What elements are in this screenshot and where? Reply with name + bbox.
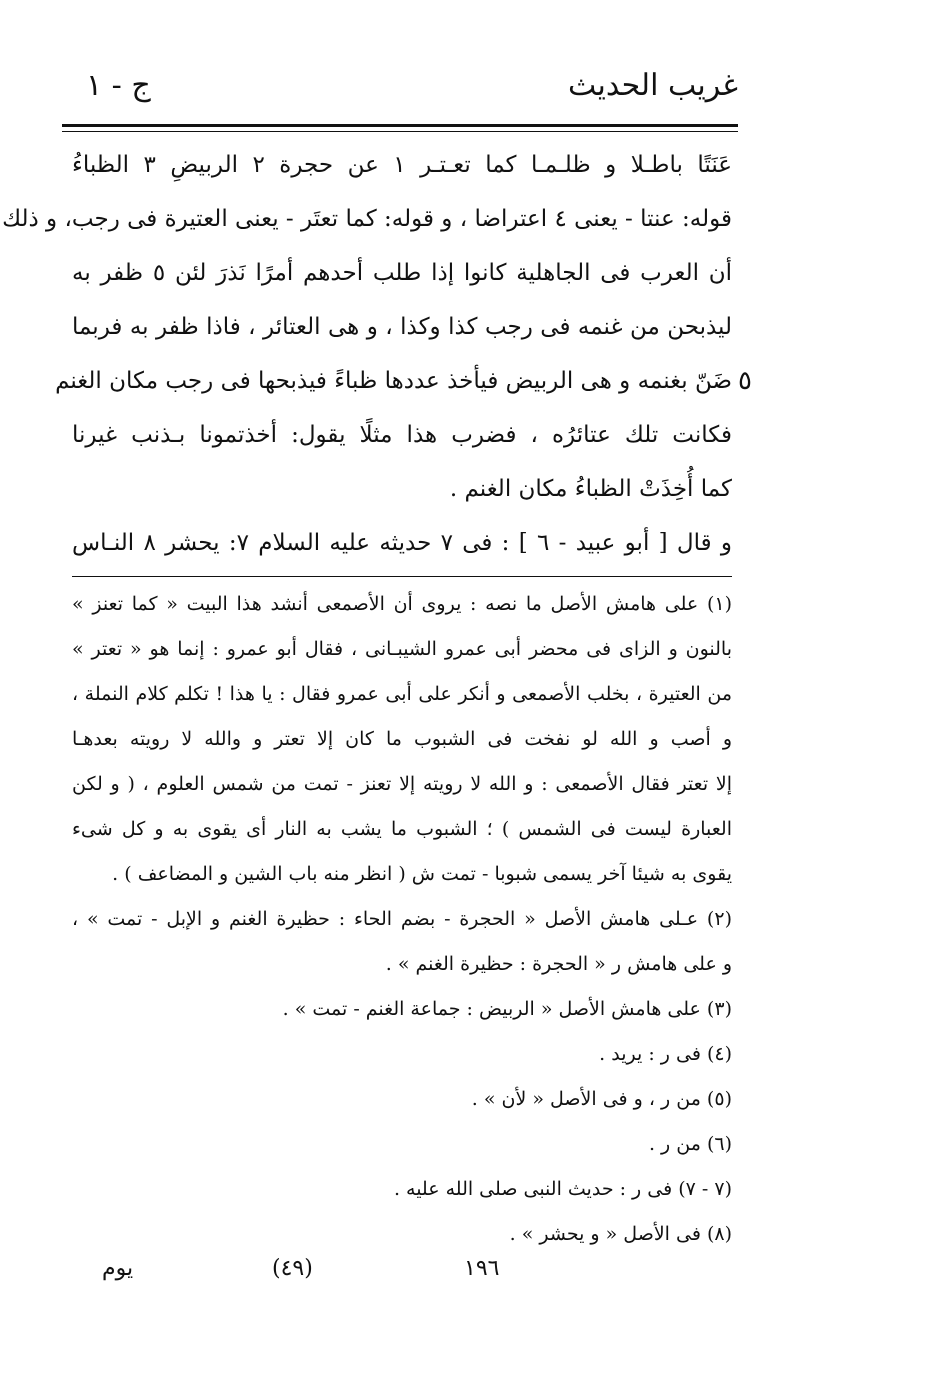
text-line: كما أُخِذَتْ الظباءُ مكان الغنم .	[449, 476, 732, 502]
footnote-line: (٥) من ر ، و فى الأصل « لأن » .	[471, 1088, 732, 1110]
text-line: و قال [ أبو عبيد - ٦ ] : فى ٧ حديثه عليه السلام ٧: يحشر ٨ النـاس	[72, 530, 732, 556]
footnote-line: يقوى به شيئا آخر يسمى شبوبا - تمت ش ( انظر منه باب الشين و المضاعف ) .	[112, 863, 732, 885]
book-title: غريب الحديث	[568, 68, 738, 103]
text-line: أن العرب فى الجاهلية كانوا إذا طلب أحدهم أمرًا نَذرَ لئن ٥ ظفر به	[72, 260, 732, 286]
footnote-line: (٢) عـلى هامش الأصل « الحجرة - بضم الحاء : حظيرة الغنم و الإبل - تمت » ،	[72, 908, 732, 930]
line-number-marker: ٥	[738, 366, 752, 396]
text-line: ليذبحن من غنمه فى رجب كذا وكذا ، و هى العتائر ، فاذا ظفر به فربما	[72, 314, 732, 340]
footnotes	[72, 582, 732, 1257]
page-footer	[72, 1256, 732, 1296]
footnote-divider	[72, 576, 732, 577]
footnote-line: (٧ - ٧) فى ر : حديث النبى صلى الله عليه .	[393, 1178, 732, 1200]
header-rule-thick	[62, 124, 738, 127]
text-line: عَنَتًا باطـلا و ظلـمـا كما تعـتـر ١ عن حجرة ٢ الربيضِ ٣ الظباءُ	[72, 152, 732, 178]
signature-mark: يوم	[102, 1256, 134, 1281]
footnote-line: و على هامش ر « الحجرة : حظيرة الغنم » .	[385, 953, 732, 975]
footnote-line: (٨) فى الأصل « و يحشر » .	[509, 1223, 732, 1245]
running-header	[62, 66, 738, 116]
text-line: ضَنّ بغنمه و هى الربيض فيأخذ عددها ظباءً فيذبحها فى رجب مكان الغنم	[55, 368, 732, 394]
footnote-line: إلا تعتر فقال الأصمعى : و الله لا رويته إلا تعنز - تمت من شمس العلوم ، ( و لكن	[72, 773, 732, 795]
footnote-line: (١) على هامش الأصل ما نصه : يروى أن الأصمعى أنشد هذا البيت « كما تعنز »	[72, 593, 732, 615]
header-rule-thin	[62, 131, 738, 132]
text-line: فكانت تلك عتائرُه ، فضرب هذا مثلًا يقول: أخذتمونا بـذنب غيرنا	[72, 422, 733, 448]
footnote-line: و أصب و الله لو نفخت فى الشبوب ما كان إلا تعتر و والله لا رويته بعدهـا	[72, 728, 732, 750]
footnote-line: (٦) من ر .	[648, 1133, 732, 1155]
footnote-line: (٣) على هامش الأصل « الربيض : جماعة الغنم - تمت » .	[282, 998, 732, 1020]
text-line: قوله: عنتا - يعنى ٤ اعتراضا ، و قوله: كما تعتَر - يعنى العتيرة فى رجب، و ذلك	[2, 206, 732, 232]
footnote-line: من العتيرة ، بخلب الأصمعى و أنكر على أبى عمرو فقال : يا هذا ! تكلم كلام النملة ،	[72, 683, 732, 705]
volume-label: ج - ١	[86, 68, 151, 103]
footnote-line: (٤) فى ر : يريد .	[599, 1043, 732, 1065]
page-number: ١٩٦	[464, 1256, 500, 1281]
main-text	[2, 138, 733, 570]
footnote-line: العبارة ليست فى الشمس ) ؛ الشبوب ما يشب به النار أى يقوى به و كل شىء	[72, 818, 732, 840]
footnote-line: بالنون و الزاى فى محضر أبى عمرو الشيبـانى ، فقال أبو عمرو : إنما هو « تعتر »	[72, 638, 732, 660]
sheet-number: (٤٩)	[272, 1256, 313, 1281]
